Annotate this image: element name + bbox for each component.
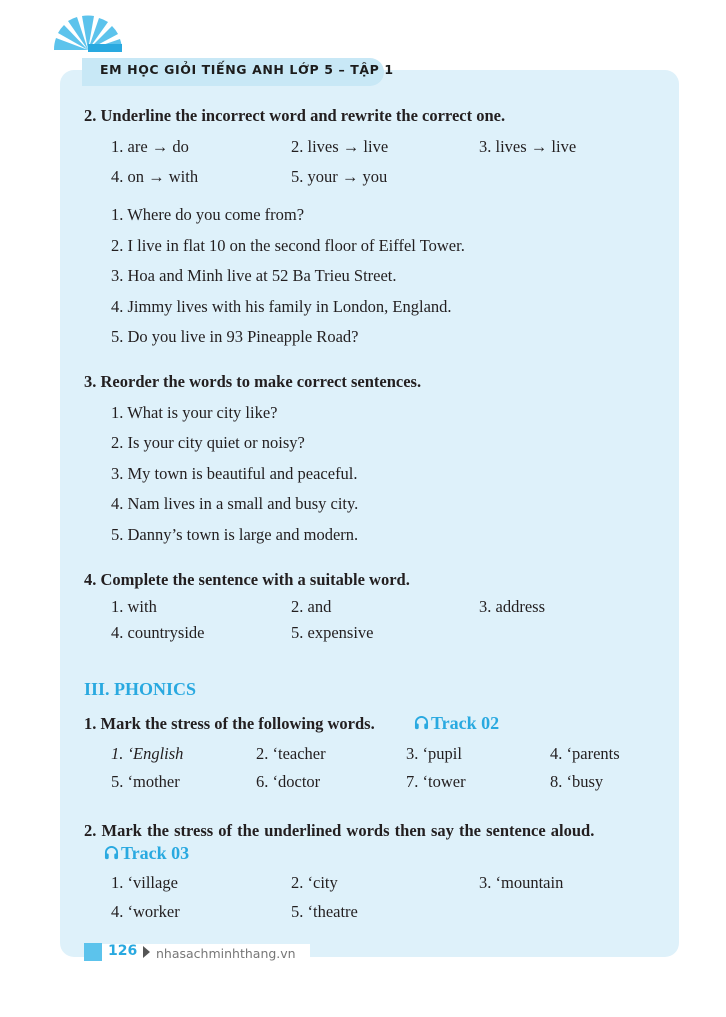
headphones-icon [104,846,119,860]
q2-answer-3: 3. ‘mountain [479,873,564,892]
track-label: Track 03 [121,843,190,863]
headphones-icon [414,716,429,730]
stress-answer-6: 6. ‘doctor [256,772,321,791]
ex4-answer-1: 1. with [111,597,157,616]
item-number: 3. [479,137,492,156]
ex3-sentence-1: 1. What is your city like? [111,403,278,422]
phonics-heading: III. PHONICS [84,679,197,699]
footer-marker [84,943,102,961]
q2-answer-4: 4. ‘worker [111,902,180,921]
page-number: 126 [108,943,138,959]
track-02-button[interactable] [414,713,499,733]
q2-answer-1: 1. ‘village [111,873,178,892]
ex2-sentence-4: 4. Jimmy lives with his family in London, England. [111,297,452,316]
ex3-sentence-2: 2. Is your city quiet or noisy? [111,433,305,452]
exercise-2-title: 2. Underline the incorrect word and rewrite the correct one. [84,106,506,125]
incorrect-word: lives [495,137,527,156]
item-number: 2. [291,137,304,156]
correct-word: live [551,137,577,156]
phonics-q2-title: 2. Mark the stress of the underlined words then say the sentence aloud. [84,821,595,840]
play-triangle-icon [143,946,150,958]
website-link[interactable]: nhasachminhthang.vn [156,946,296,961]
arrow-icon: → [148,167,165,186]
ex4-answer-4: 4. countryside [111,623,205,642]
correction-item-3 [479,137,576,157]
stress-answer-4: 4. ‘parents [550,744,620,763]
ex3-sentence-3: 3. My town is beautiful and peaceful. [111,464,358,483]
arrow-icon: → [151,137,169,156]
arrow-icon: → [342,137,360,156]
stress-answer-3: 3. ‘pupil [406,744,462,763]
exercise-3-title: 3. Reorder the words to make correct sentences. [84,372,422,391]
stress-answer-5: 5. ‘mother [111,772,180,791]
ex3-sentence-4: 4. Nam lives in a small and busy city. [111,494,359,513]
ex2-sentence-3: 3. Hoa and Minh live at 52 Ba Trieu Street. [111,266,397,285]
stress-answer-1: 1. ‘English [111,744,184,763]
q2-answer-5: 5. ‘theatre [291,902,358,921]
ex2-sentence-1: 1. Where do you come from? [111,205,305,224]
correction-item-2 [291,137,388,157]
ex3-sentence-5: 5. Danny’s town is large and modern. [111,525,359,544]
item-number: 5. [291,167,304,186]
item-number: 4. [111,167,124,186]
correction-item-4 [111,167,198,187]
correction-item-5 [291,167,387,187]
ex2-sentence-2: 2. I live in flat 10 on the second floor of Eiffel Tower. [111,236,465,255]
incorrect-word: are [127,137,148,156]
item-number: 1. [111,137,124,156]
track-03-button[interactable] [104,843,189,863]
correct-word: do [172,137,189,156]
ex2-sentence-5: 5. Do you live in 93 Pineapple Road? [111,327,359,346]
correct-word: with [168,167,199,186]
stress-answer-2: 2. ‘teacher [256,744,326,763]
incorrect-word: lives [307,137,339,156]
correct-word: you [362,167,388,186]
arrow-icon: → [341,167,359,186]
incorrect-word: on [127,167,144,186]
phonics-q1-title: 1. Mark the stress of the following words. [84,714,375,733]
ex4-answer-2: 2. and [291,597,332,616]
ex4-answer-3: 3. address [479,597,545,616]
stress-answer-7: 7. ‘tower [406,772,466,791]
exercise-4-title: 4. Complete the sentence with a suitable word. [84,570,410,589]
incorrect-word: your [307,167,338,186]
correction-item-1 [111,137,189,157]
stress-answer-8: 8. ‘busy [550,772,604,791]
correct-word: live [363,137,389,156]
track-label: Track 02 [431,713,500,733]
ex4-answer-5: 5. expensive [291,623,374,642]
q2-answer-2: 2. ‘city [291,873,338,892]
header-title: EM HỌC GIỎI TIẾNG ANH LỚP 5 – TẬP 1 [100,62,394,77]
arrow-icon: → [530,137,548,156]
